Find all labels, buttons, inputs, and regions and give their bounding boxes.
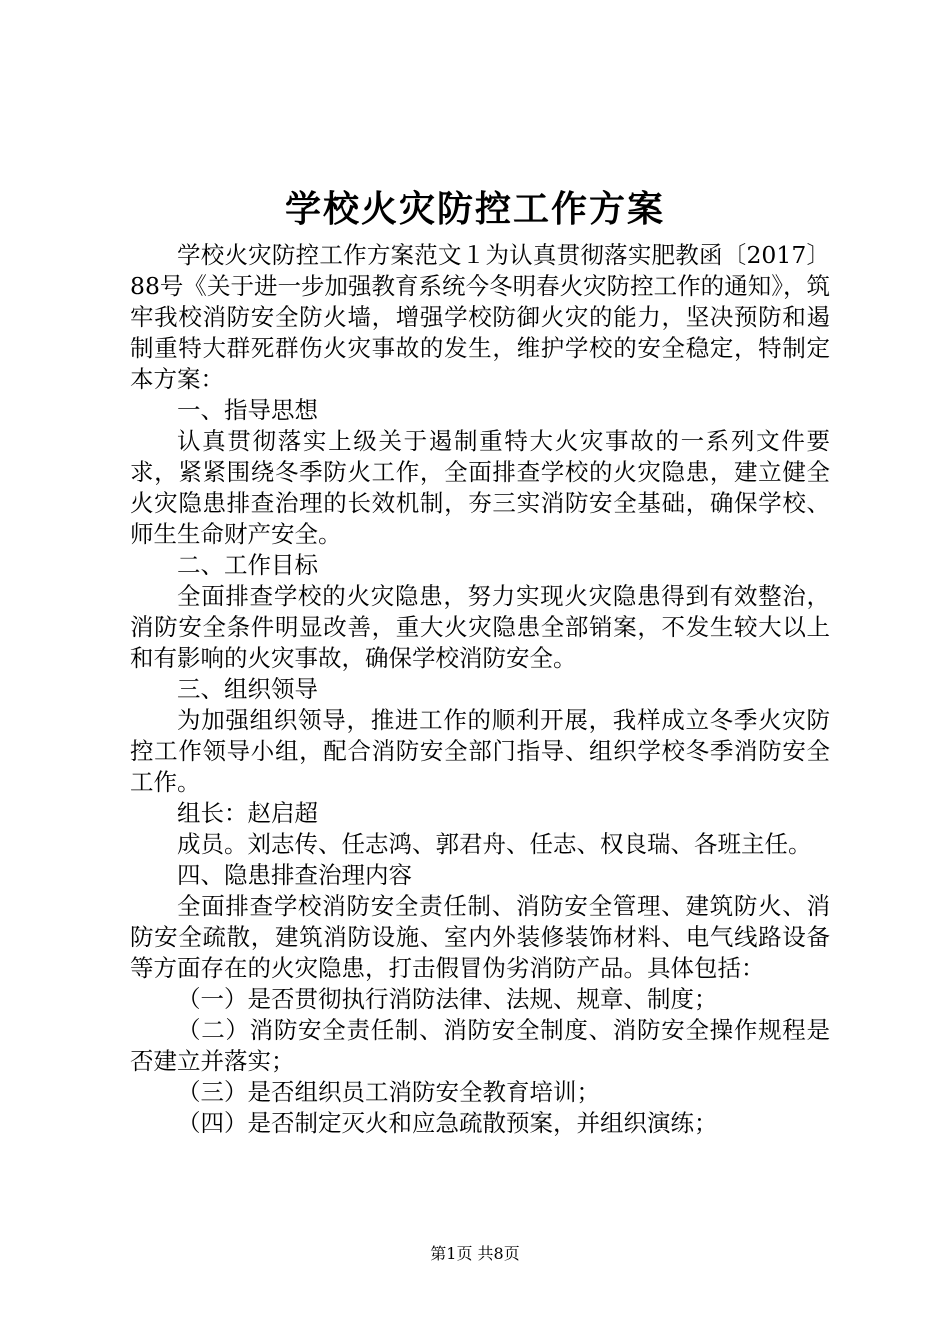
paragraph-work-goals: 全面排查学校的火灾隐患，努力实现火灾隐患得到有效整治，消防安全条件明显改善，重大火灾隐患全部销案，不发生较大以上和有影响的火灾事故，确保学校消防安全。	[130, 582, 830, 672]
list-item: （一）是否贯彻执行消防法律、法规、规章、制度；	[177, 985, 718, 1013]
team-members-line: 成员。刘志传、任志鸿、郭君舟、任志、权良瑞、各班主任。	[177, 830, 812, 858]
section-heading-inspection: 四、隐患排查治理内容	[177, 861, 412, 889]
paragraph-guiding-ideology: 认真贯彻落实上级关于遏制重特大火灾事故的一系列文件要求，紧紧围绕冬季防火工作，全面排查学校的火灾隐患，建立健全火灾隐患排查治理的长效机制，夯三实消防安全基础，确保学校、师生生命财产安全。	[130, 427, 830, 548]
page-footer: 第1页 共8页	[430, 1244, 520, 1263]
list-item: （二）消防安全责任制、消防安全制度、消防安全操作规程是否建立并落实；	[130, 1016, 830, 1075]
intro-paragraph: 学校火灾防控工作方案范文１为认真贯彻落实肥教函〔2017〕88号《关于进一步加强教育系统今冬明春火灾防控工作的通知》，筑牢我校消防安全防火墙，增强学校防御火灾的能力，坚决预防和遏制重特大群死群伤火灾事故的发生，维护学校的安全稳定，特制定本方案：	[130, 241, 830, 393]
section-heading-organization: 三、组织领导	[177, 675, 318, 703]
list-item: （三）是否组织员工消防安全教育培训；	[177, 1078, 600, 1106]
document-body	[130, 240, 830, 1139]
document-title: 学校火灾防控工作方案	[284, 188, 665, 230]
paragraph-organization: 为加强组织领导，推进工作的顺利开展，我样成立冬季火灾防控工作领导小组，配合消防安全部门指导、组织学校冬季消防安全工作。	[130, 706, 830, 796]
team-leader-line: 组长：赵启超	[177, 799, 318, 827]
section-heading-guiding-ideology: 一、指导思想	[177, 396, 318, 424]
section-heading-work-goals: 二、工作目标	[177, 551, 318, 579]
paragraph-inspection: 全面排查学校消防安全责任制、消防安全管理、建筑防火、消防安全疏散，建筑消防设施、室内外装修装饰材料、电气线路设备等方面存在的火灾隐患，打击假冒伪劣消防产品。具体包括：	[130, 892, 830, 982]
list-item: （四）是否制定灭火和应急疏散预案，并组织演练；	[177, 1109, 718, 1137]
